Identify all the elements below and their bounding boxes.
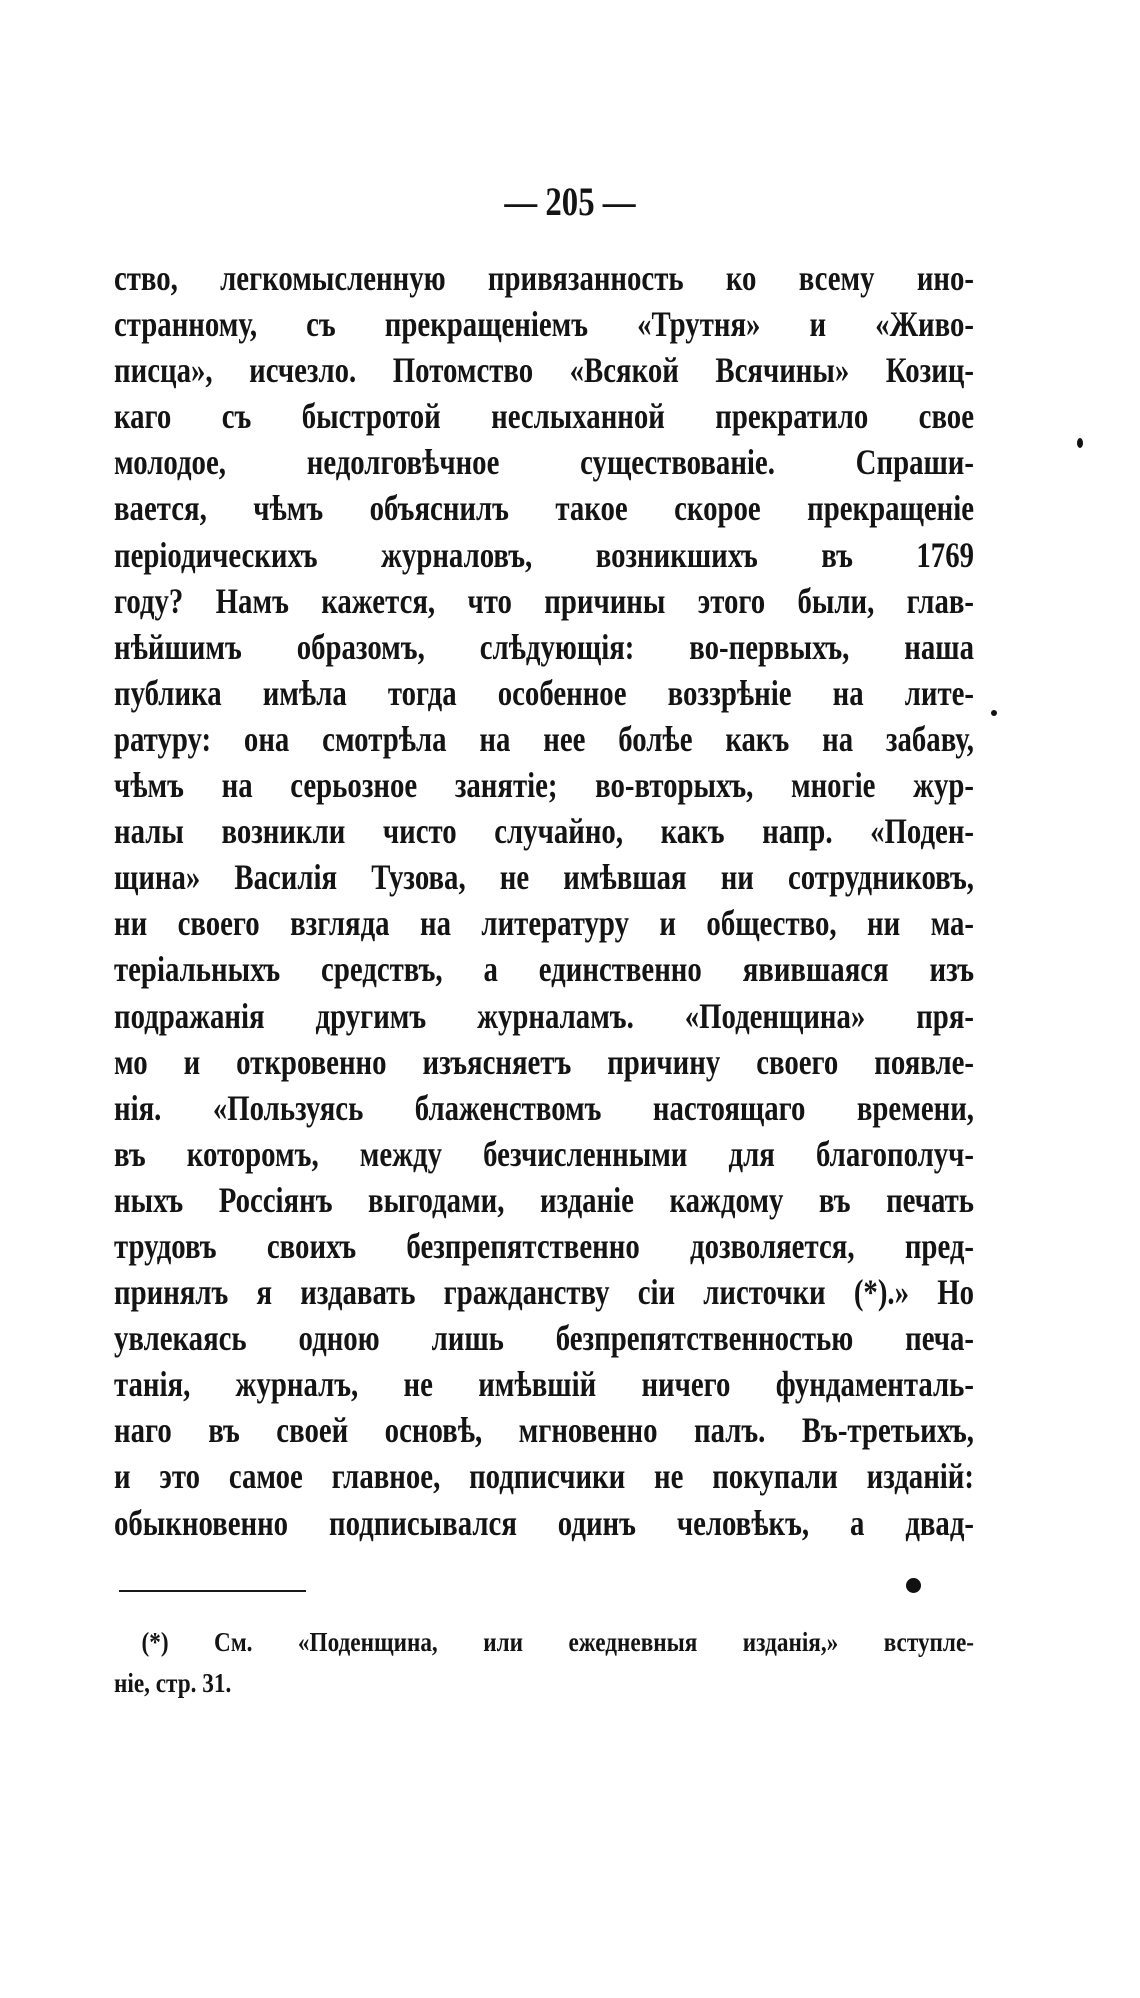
text-line: ратуру: она смотрѣла на нее болѣе какъ на забаву, xyxy=(114,718,974,759)
text-line: молодое, недолговѣчное существованіе. Спраши- xyxy=(114,442,974,483)
text-line: теріальныхъ средствъ, а единственно явившаяся изъ xyxy=(114,949,974,990)
text-line: нія. «Пользуясь блаженствомъ настоящаго времени, xyxy=(114,1087,974,1128)
footnote xyxy=(114,1622,974,1704)
text-line: и это самое главное, подписчики не покупали изданій: xyxy=(114,1456,974,1497)
text-line: ныхъ Россіянъ выгодами, изданіе каждому въ печать xyxy=(114,1179,974,1220)
text-line: чѣмъ на серьозное занятіе; во-вторыхъ, многіе жур- xyxy=(114,765,974,806)
ink-speck xyxy=(906,1578,921,1593)
text-line: вается, чѣмъ объяснилъ такое скорое прекращеніе xyxy=(114,488,974,529)
text-line: трудовъ своихъ безпрепятственно дозволяется, пред- xyxy=(114,1225,974,1266)
text-line: году? Намъ кажется, что причины этого были, глав- xyxy=(114,580,974,621)
text-line: обыкновенно подписывался одинъ человѣкъ, а двад- xyxy=(114,1502,974,1543)
text-line: странному, съ прекращеніемъ «Трутня» и «Живо- xyxy=(114,304,974,345)
text-line: ство, легкомысленную привязанность ко всему ино- xyxy=(114,258,974,298)
text-line: періодическихъ журналовъ, возникшихъ въ 1769 xyxy=(114,534,974,575)
text-line: увлекаясь одною лишь безпрепятственностью печа- xyxy=(114,1318,974,1359)
text-line: наго въ своей основѣ, мгновенно палъ. Въ-третьихъ, xyxy=(114,1410,974,1451)
footnote-line: (*) См. «Поденщина, или ежедневныя изданія,» вступле- xyxy=(141,1627,974,1657)
body-text xyxy=(114,255,974,1546)
text-line: публика имѣла тогда особенное воззрѣніе на лите- xyxy=(114,672,974,713)
text-line: принялъ я издавать гражданству сіи листочки (*).» Но xyxy=(114,1272,974,1313)
text-line: въ которомъ, между безчисленными для благополуч- xyxy=(114,1133,974,1174)
ink-speck xyxy=(991,710,997,716)
text-line: нѣйшимъ образомъ, слѣдующія: во-первыхъ, наша xyxy=(114,626,974,667)
text-line: налы возникли чисто случайно, какъ напр. «Поден- xyxy=(114,811,974,852)
text-line: мо и откровенно изъясняетъ причину своего появле- xyxy=(114,1041,974,1082)
ink-speck xyxy=(1077,438,1083,448)
text-line: писца», исчезло. Потомство «Всякой Всячины» Козиц- xyxy=(114,350,974,391)
footnote-divider xyxy=(119,1590,306,1592)
text-line: танія, журналъ, не имѣвшій ничего фундаменталь- xyxy=(114,1364,974,1405)
text-line: ни своего взгляда на литературу и общество, ни ма- xyxy=(114,903,974,944)
page-number: — 205 — xyxy=(504,179,636,224)
footnote-line: ніе, стр. 31. xyxy=(114,1668,232,1698)
text-line: каго съ быстротой неслыханной прекратило свое xyxy=(114,396,974,437)
text-line: подражанія другимъ журналамъ. «Поденщина» пря- xyxy=(114,995,974,1036)
text-line: щина» Василія Тузова, не имѣвшая ни сотрудниковъ, xyxy=(114,857,974,898)
